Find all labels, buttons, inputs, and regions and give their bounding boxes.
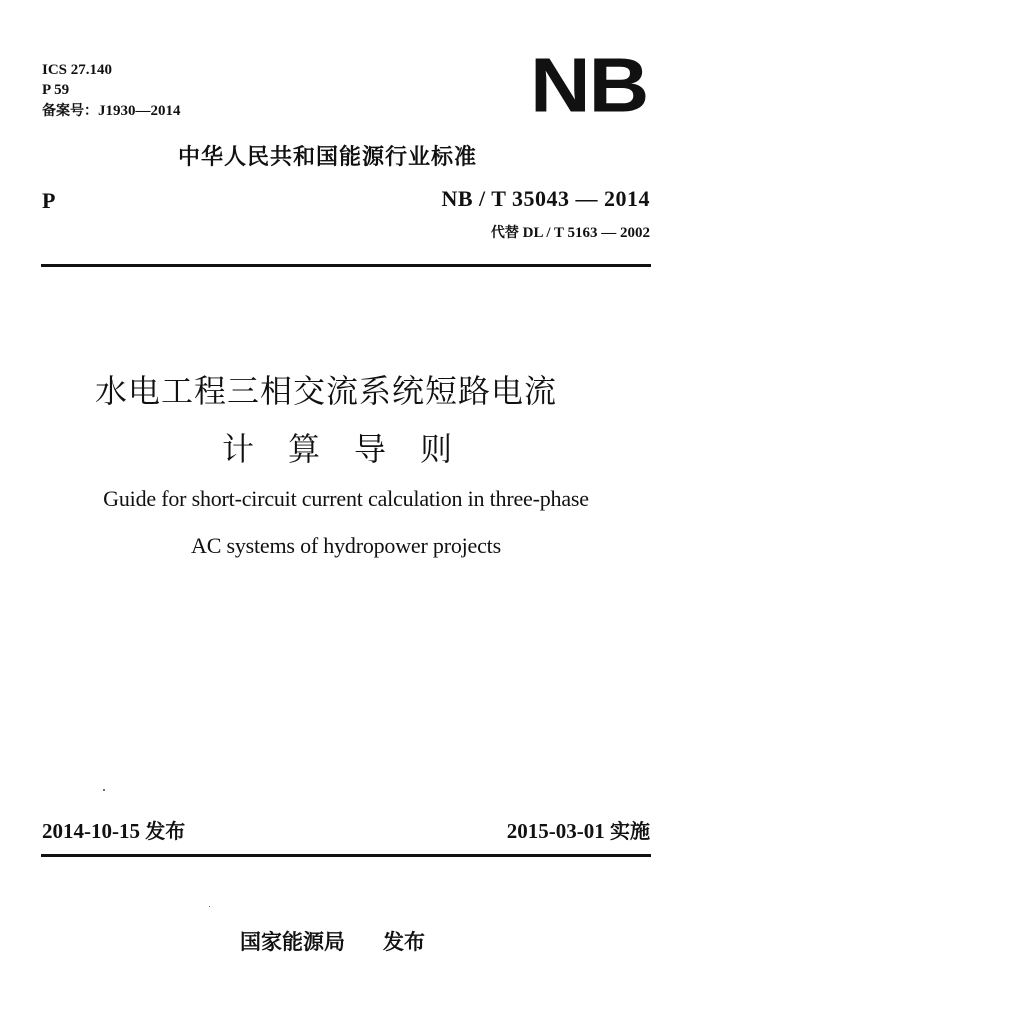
ics-code: ICS 27.140	[42, 62, 113, 78]
title-en-line1: Guide for short-circuit current calculation in three-phase	[103, 486, 589, 511]
standard-number: NB / T 35043 — 2014	[441, 186, 650, 211]
industry-standard-heading: 中华人民共和国能源行业标准	[178, 145, 478, 170]
title-cn-line1: 水电工程三相交流系统短路电流	[95, 372, 558, 410]
effective-date-label: 实施	[610, 819, 650, 843]
publisher-name: 国家能源局	[240, 930, 345, 954]
issue-date-value: 2014-10-15	[42, 819, 140, 843]
scan-speck	[103, 789, 105, 791]
publish-label: 发布	[383, 930, 425, 954]
replaces-label: 代替	[490, 225, 519, 241]
title-cn-line2: 计算导则	[222, 430, 487, 468]
replaces-standard	[491, 222, 650, 242]
issue-date	[42, 815, 185, 844]
nb-logo: NB	[530, 41, 648, 128]
header-divider	[41, 264, 651, 267]
filing-label: 备案号：	[42, 103, 98, 119]
replaces-number: DL / T 5163 — 2002	[518, 225, 650, 241]
footer-divider	[41, 854, 651, 857]
filing-record	[42, 101, 181, 121]
issue-date-label: 发布	[145, 819, 186, 843]
publisher-line	[240, 926, 425, 956]
effective-date-value: 2015-03-01	[506, 819, 605, 843]
scan-speck	[209, 906, 210, 907]
ccs-code: P 59	[42, 82, 70, 98]
classification-code: P	[42, 188, 56, 213]
title-en-line2: AC systems of hydropower projects	[191, 533, 501, 558]
effective-date	[507, 815, 650, 844]
filing-number: J1930—2014	[98, 103, 181, 119]
